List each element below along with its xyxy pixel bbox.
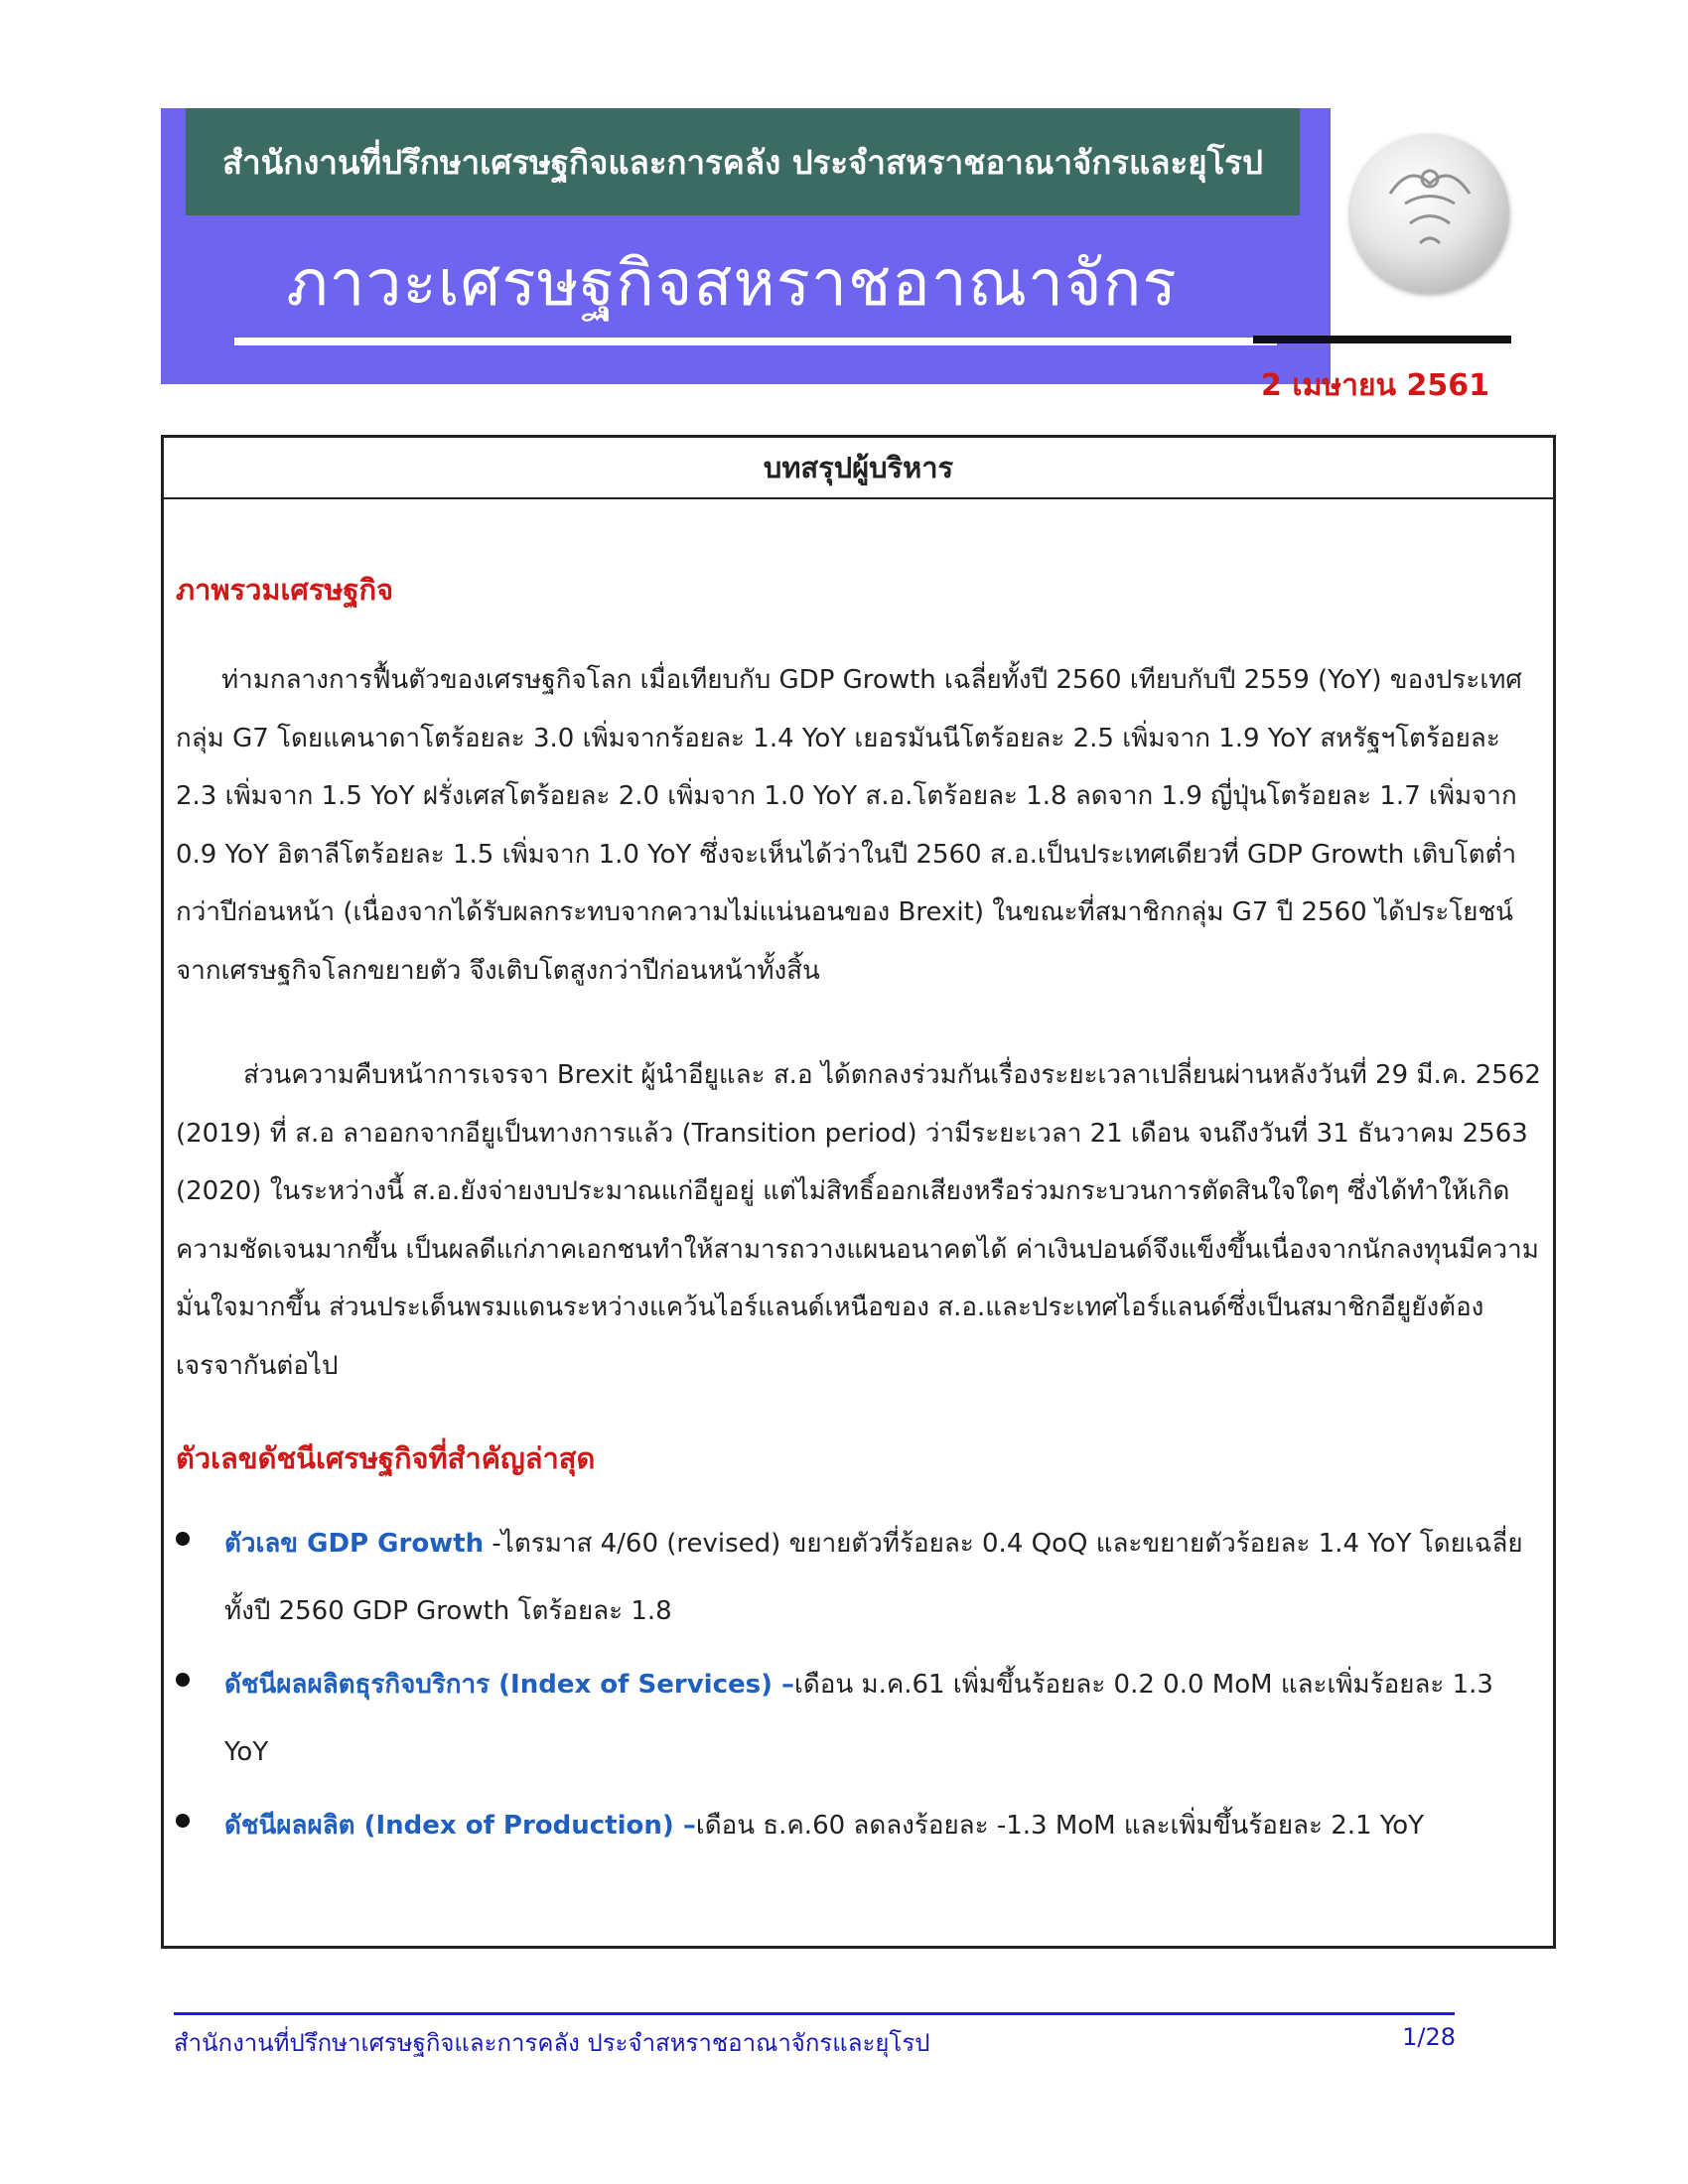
title-underline bbox=[234, 338, 1277, 345]
header-divider bbox=[1253, 336, 1511, 343]
bullet-body: เดือน ธ.ค.60 ลดลงร้อยละ -1.3 MoM และเพิ่มขึ้นร้อยละ 2.1 YoY bbox=[695, 1811, 1425, 1841]
office-name: สำนักงานที่ปรึกษาเศรษฐกิจและการคลัง ประจำสหราชอาณาจักรและยุโรป bbox=[222, 142, 1263, 182]
bullet-icon bbox=[176, 1673, 190, 1687]
paragraph-overview: ท่ามกลางการฟื้นตัวของเศรษฐกิจโลก เมื่อเทียบกับ GDP Growth เฉลี่ยทั้งปี 2560 เทียบกับปี 2559 (YoY) ของประเทศกลุ่ม G7 โดยแคนาดาโตร้อยละ 3.0 เพิ่มจากร้อยละ 1.4 YoY เยอรมันนีโตร้อยละ 2.5 เพิ่มจาก 1.9 YoY สหรัฐฯโตร้อยละ 2.3 เพิ่มจาก 1.5 YoY ฝรั่งเศสโตร้อยละ 2.0 เพิ่มจาก 1.0 YoY ส.อ.โตร้อยละ 1.8 ลดจาก 1.9 ญี่ปุ่นโตร้อยละ 1.7 เพิ่มจาก 0.9 YoY อิตาลีโตร้อยละ 1.5 เพิ่มจาก 1.0 YoY ซึ่งจะเห็นได้ว่าในปี 2560 ส.อ.เป็นประเทศเดียวที่ GDP Growth เติบโตต่ำกว่าปีก่อนหน้า (เนื่องจากได้รับผลกระทบจากความไม่แน่นอนของ Brexit) ในขณะที่สมาชิกกลุ่ม G7 ปี 2560 ได้ประโยชน์จากเศรษฐกิจโลกขยายตัว จึงเติบโตสูงกว่าปีก่อนหน้าทั้งสิ้น bbox=[176, 665, 1522, 986]
office-banner bbox=[186, 108, 1300, 215]
bullet-label: ตัวเลข GDP Growth bbox=[224, 1529, 485, 1559]
footer-office: สำนักงานที่ปรึกษาเศรษฐกิจและการคลัง ประจำสหราชอาณาจักรและยุโรป bbox=[174, 2029, 930, 2057]
bullet-body: -ไตรมาส 4/60 (revised) ขยายตัวที่ร้อยละ 0.4 QoQ และขยายตัวร้อยละ 1.4 YoY โดยเฉลี่ยทั้งปี 2560 GDP Growth โตร้อยละ 1.8 bbox=[224, 1529, 1523, 1626]
bullet-label: ดัชนีผลผลิตธุรกิจบริการ (Index of Services) – bbox=[224, 1670, 795, 1700]
report-date: 2 เมษายน 2561 bbox=[1261, 368, 1489, 403]
report-title: ภาวะเศรษฐกิจสหราชอาณาจักร bbox=[286, 247, 1178, 321]
section-title-indicators bbox=[176, 1435, 595, 1481]
bullet-body: เดือน ม.ค.61 เพิ่มขึ้นร้อยละ 0.2 0.0 MoM และเพิ่มร้อยละ 1.3 YoY bbox=[224, 1670, 1493, 1767]
bullet-text bbox=[224, 1510, 1545, 1645]
paragraph-brexit: ส่วนความคืบหน้าการเจรจา Brexit ผู้นำอียูและ ส.อ ได้ตกลงร่วมกันเรื่องระยะเวลาเปลี่ยนผ่านหลังวันที่ 29 มี.ค. 2562 (2019) ที่ ส.อ ลาออกจากอียูเป็นทางการแล้ว (Transition period) ว่ามีระยะเวลา 21 เดือน จนถึงวันที่ 31 ธันวาคม 2563 (2020) ในระหว่างนี้ ส.อ.ยังจ่ายงบประมาณแก่อียูอยู่ แต่ไม่สิทธิ์ออกเสียงหรือร่วมกระบวนการตัดสินใจใดๆ ซึ่งได้ทำให้เกิดความชัดเจนมากขึ้น เป็นผลดีแก่ภาคเอกชนทำให้สามารถวางแผนอนาคตได้ ค่าเงินปอนด์จึงแข็งขึ้นเนื่องจากนักลงทุนมีความมั่นใจมากขึ้น ส่วนประเด็นพรมแดนระหว่างแคว้นไอร์แลนด์เหนือของ ส.อ.และประเทศไอร์แลนด์ซึ่งเป็นสมาชิกอียูยังต้องเจรจากันต่อไป bbox=[176, 1060, 1541, 1381]
bullet-text bbox=[224, 1792, 1545, 1859]
garuda-emblem-icon bbox=[1350, 134, 1509, 293]
executive-summary-box bbox=[161, 435, 1556, 1949]
bullet-icon bbox=[176, 1532, 190, 1546]
section-title-overview: ภาพรวมเศรษฐกิจ bbox=[176, 573, 394, 607]
bullet-label: ดัชนีผลผลิต (Index of Production) – bbox=[224, 1811, 696, 1841]
footer-rule bbox=[174, 2012, 1455, 2015]
section-title-indicators-text: ตัวเลขดัชนีเศรษฐกิจที่สำคัญล่าสุด bbox=[176, 1441, 596, 1475]
summary-heading: บทสรุปผู้บริหาร bbox=[164, 438, 1553, 499]
bullet-icon bbox=[176, 1814, 190, 1828]
page-number: 1/28 bbox=[1402, 2023, 1456, 2051]
bullet-text bbox=[224, 1651, 1545, 1786]
